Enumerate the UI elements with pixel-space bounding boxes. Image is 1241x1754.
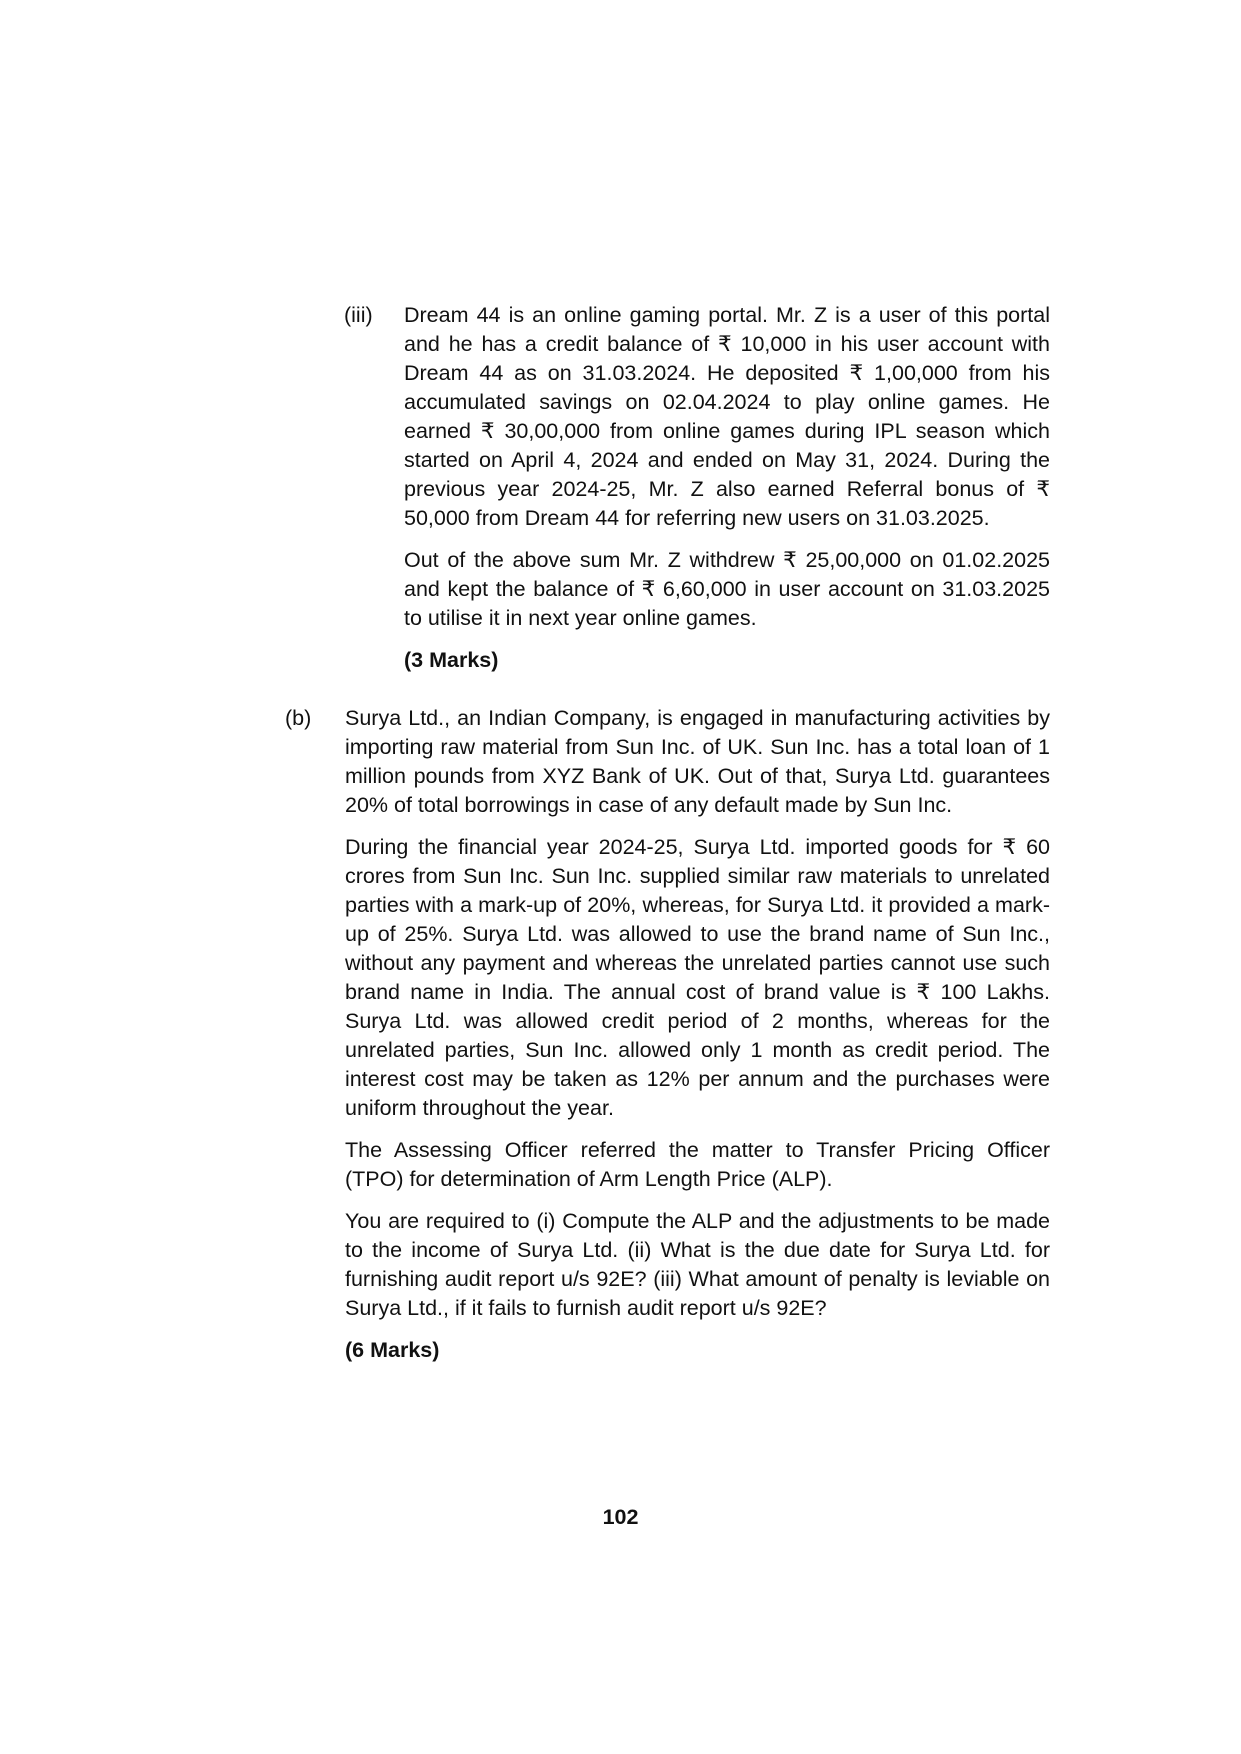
marks-label: (3 Marks) bbox=[404, 648, 499, 672]
marks-label: (6 Marks) bbox=[345, 1338, 440, 1362]
paragraph: Dream 44 is an online gaming portal. Mr. Z is a user of this portal and he has a credit balance of ₹ 10,000 in his user account with Dream 44 as on 31.03.2024. He deposited ₹ 1,00,000 from his accumulated savings on 02.04.2024 to play online games. He earned ₹ 30,00,000 from online games during IPL season which started on April 4, 2024 and ended on May 31, 2024. During the previous year 2024-25, Mr. Z also earned Referral bonus of ₹ 50,000 from Dream 44 for referring new users on 31.03.2025. bbox=[404, 303, 1050, 530]
page-number: 102 bbox=[602, 1505, 639, 1529]
paragraph: Surya Ltd., an Indian Company, is engaged in manufacturing activities by importing raw material from Sun Inc. of UK. Sun Inc. has a total loan of 1 million pounds from XYZ Bank of UK. Out of that, Surya Ltd. guarantees 20% of total borrowings in case of any default made by Sun Inc. bbox=[345, 706, 1050, 817]
item-body bbox=[345, 704, 1050, 1365]
item-body bbox=[404, 301, 1050, 675]
paragraph: Out of the above sum Mr. Z withdrew ₹ 25,00,000 on 01.02.2025 and kept the balance of ₹ 6,60,000 in user account on 31.03.2025 to utilise it in next year online games. bbox=[404, 548, 1050, 630]
paragraph: The Assessing Officer referred the matter to Transfer Pricing Officer (TPO) for determination of Arm Length Price (ALP). bbox=[345, 1138, 1050, 1191]
item-label: (iii) bbox=[344, 303, 373, 327]
paragraph: You are required to (i) Compute the ALP and the adjustments to be made to the income of Surya Ltd. (ii) What is the due date for Surya Ltd. for furnishing audit report u/s 92E? (iii) What amount of penalty is leviable on Surya Ltd., if it fails to furnish audit report u/s 92E? bbox=[345, 1209, 1050, 1320]
paragraph: During the financial year 2024-25, Surya Ltd. imported goods for ₹ 60 crores from Sun Inc. Sun Inc. supplied similar raw materials to unrelated parties with a mark-up of 20%, whereas, for Surya Ltd. it provided a mark-up of 25%. Surya Ltd. was allowed to use the brand name of Sun Inc., without any payment and whereas the unrelated parties cannot use such brand name in India. The annual cost of brand value is ₹ 100 Lakhs. Surya Ltd. was allowed credit period of 2 months, whereas for the unrelated parties, Sun Inc. allowed only 1 month as credit period. The interest cost may be taken as 12% per annum and the purchases were uniform throughout the year. bbox=[345, 835, 1050, 1120]
item-label: (b) bbox=[285, 706, 312, 730]
